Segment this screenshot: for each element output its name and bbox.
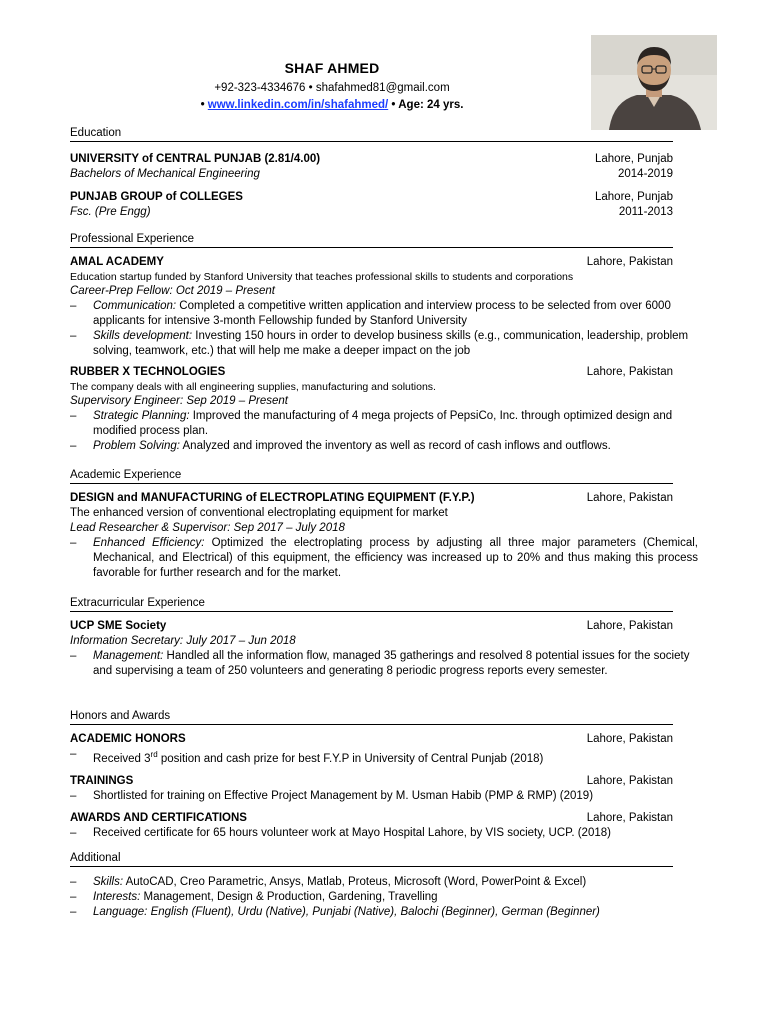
bullet-item	[70, 439, 698, 454]
location: Lahore, Pakistan	[586, 256, 673, 268]
bullet-item	[70, 299, 698, 329]
professional-experience-section	[70, 232, 689, 454]
bullet-item	[70, 789, 698, 804]
bullet-label: Management:	[93, 650, 164, 662]
bullet-item	[70, 875, 698, 890]
bullet-list	[70, 826, 698, 841]
bullet-label: Strategic Planning:	[93, 410, 190, 422]
bullet-list	[70, 875, 698, 920]
location: Lahore, Pakistan	[586, 492, 673, 504]
location: Lahore, Pakistan	[586, 774, 673, 787]
organization-name: AMAL ACADEMY	[70, 256, 164, 268]
dash: –	[70, 789, 77, 802]
degree: Fsc. (Pre Engg)	[70, 206, 151, 218]
bullet-label: Interests:	[93, 891, 141, 903]
dash: –	[70, 826, 77, 839]
bullet-text: Handled all the information flow, managed 35 gatherings and resolved 8 potential issues for the society and supervising a team of 250 volunteers and generating 8 periodic progress reports every semester.	[93, 650, 690, 677]
dash: –	[70, 410, 77, 422]
profile-line	[70, 97, 594, 114]
bullet-label: Communication:	[93, 300, 177, 312]
separator: •	[308, 82, 313, 94]
bullet-list	[70, 409, 698, 454]
location: Lahore, Pakistan	[586, 620, 673, 632]
profile-photo	[591, 35, 717, 130]
bullet-item	[70, 826, 698, 841]
bullet-label: Enhanced Efficiency:	[93, 537, 205, 549]
bullet-label: Language:	[93, 906, 148, 918]
bullet-list	[70, 536, 698, 581]
section-title: Academic Experience	[70, 468, 673, 484]
separator: •	[391, 99, 396, 111]
candidate-name: SHAF AHMED	[284, 60, 380, 76]
dash: –	[70, 876, 77, 888]
resume-header	[70, 60, 594, 114]
bullet-text: Investing 150 hours in order to develop business skills (e.g., communication, leadership, problem solving, teamwork, etc.) that will help me make a deeper impact on the job	[93, 330, 689, 357]
bullet-item	[70, 409, 698, 439]
organization-name: UCP SME Society	[70, 620, 167, 632]
location: Lahore, Punjab	[594, 191, 673, 203]
honor-entry	[70, 732, 673, 767]
bullet-text: Management, Design & Production, Gardening, Travelling	[140, 891, 438, 903]
profile-photo-image	[591, 35, 717, 130]
honor-title: AWARDS AND CERTIFICATIONS	[70, 811, 247, 824]
years: 2014-2019	[618, 168, 673, 180]
bullet-label: Problem Solving:	[93, 440, 180, 452]
email-address: shafahmed81@gmail.com	[315, 82, 450, 94]
honor-entry	[70, 774, 673, 804]
project-name: DESIGN and MANUFACTURING of ELECTROPLATING EQUIPMENT (F.Y.P.)	[70, 492, 475, 504]
project-description: The enhanced version of conventional electroplating equipment for market	[70, 507, 448, 519]
bullet-text: AutoCAD, Creo Parametric, Ansys, Matlab, Proteus, Microsoft (Word, PowerPoint & Excel)	[123, 876, 587, 888]
contact-line	[70, 80, 594, 97]
organization-description: The company deals with all engineering supplies, manufacturing and solutions.	[70, 381, 436, 393]
bullet-text: Received 3	[93, 752, 151, 765]
age: Age: 24 yrs.	[398, 99, 464, 111]
additional-section	[70, 851, 673, 920]
education-entry	[70, 152, 673, 182]
education-entry	[70, 190, 673, 220]
institution-name: PUNJAB GROUP of COLLEGES	[70, 191, 243, 203]
bullet-list	[70, 747, 698, 767]
bullet-item	[70, 649, 698, 679]
dash: –	[70, 537, 77, 549]
honor-entry	[70, 811, 673, 841]
bullet-list	[70, 789, 698, 804]
bullet-text: Shortlisted for training on Effective Project Management by M. Usman Habib (PMP & RMP) (2019)	[93, 789, 594, 802]
location: Lahore, Pakistan	[586, 811, 673, 824]
organization-description: Education startup funded by Stanford University that teaches professional skills to students and corporations	[70, 271, 574, 283]
bullet-text: Received certificate for 65 hours volunteer work at Mayo Hospital Lahore, by VIS society, UCP. (2018)	[93, 826, 611, 839]
bullet-item	[70, 905, 698, 920]
bullet-text: English (Fluent), Urdu (Native), Punjabi (Native), Balochi (Beginner), German (Beginner)	[147, 906, 600, 918]
role-title: Supervisory Engineer: Sep 2019 – Present	[70, 395, 288, 407]
section-title: Professional Experience	[70, 232, 673, 248]
bullet-text: Completed a competitive written application and interview process to be selected from over 6000 applicants for intensive 3-month Fellowship funded by Stanford University	[93, 300, 671, 327]
section-title: Education	[70, 126, 673, 142]
section-title: Honors and Awards	[70, 709, 673, 725]
bullet-label: Skills development:	[93, 330, 193, 342]
extracurricular-section	[70, 596, 690, 679]
bullet-item	[70, 747, 698, 767]
dash: –	[70, 330, 77, 342]
role-title: Lead Researcher & Supervisor: Sep 2017 – July 2018	[70, 522, 345, 534]
experience-entry	[70, 255, 689, 359]
bullet-list	[70, 299, 698, 359]
section-title: Additional	[70, 851, 673, 867]
superscript: rd	[150, 750, 158, 759]
academic-experience-section	[70, 468, 698, 581]
location: Lahore, Pakistan	[586, 366, 673, 378]
honor-title: ACADEMIC HONORS	[70, 733, 186, 745]
bullet-label: Skills:	[93, 876, 124, 888]
bullet-text: Optimized the electroplating process by adjusting all three major parameters (Chemical, Mechanical, and Electrical) of this equipment, the efficiency was increased up to 20% and thus making this process favorable for further research and for the market.	[93, 537, 698, 579]
dash: –	[70, 650, 77, 662]
linkedin-link[interactable]: www.linkedin.com/in/shafahmed/	[207, 99, 389, 111]
education-section	[70, 126, 673, 220]
bullet-item	[70, 329, 698, 359]
section-title: Extracurricular Experience	[70, 596, 673, 612]
dash: –	[70, 891, 77, 903]
bullet-item	[70, 536, 698, 581]
dash: –	[70, 440, 77, 452]
dash: –	[70, 906, 77, 918]
bullet-text-continued: position and cash prize for best F.Y.P in University of Central Punjab (2018)	[157, 752, 544, 765]
bullet-text: Analyzed and improved the inventory as well as record of cash inflows and outflows.	[179, 440, 611, 452]
experience-entry	[70, 365, 673, 454]
role-title: Information Secretary: July 2017 – Jun 2018	[70, 635, 296, 647]
bullet-text: Improved the manufacturing of 4 mega projects of PepsiCo, Inc. through optimized design and modified process plan.	[93, 410, 673, 437]
organization-name: RUBBER X TECHNOLOGIES	[70, 366, 226, 378]
degree: Bachelors of Mechanical Engineering	[70, 168, 260, 180]
phone-number: +92-323-4334676	[214, 82, 306, 94]
location: Lahore, Punjab	[594, 153, 673, 165]
dash: –	[70, 748, 77, 760]
role-title: Career-Prep Fellow: Oct 2019 – Present	[70, 285, 275, 297]
bullet-list	[70, 649, 698, 679]
institution-name: UNIVERSITY of CENTRAL PUNJAB (2.81/4.00)	[70, 153, 321, 165]
separator: •	[200, 99, 205, 111]
years: 2011-2013	[618, 206, 673, 218]
honors-section	[70, 709, 673, 841]
dash: –	[70, 300, 77, 312]
honor-title: TRAININGS	[70, 774, 134, 787]
bullet-item	[70, 890, 698, 905]
location: Lahore, Pakistan	[586, 733, 673, 745]
